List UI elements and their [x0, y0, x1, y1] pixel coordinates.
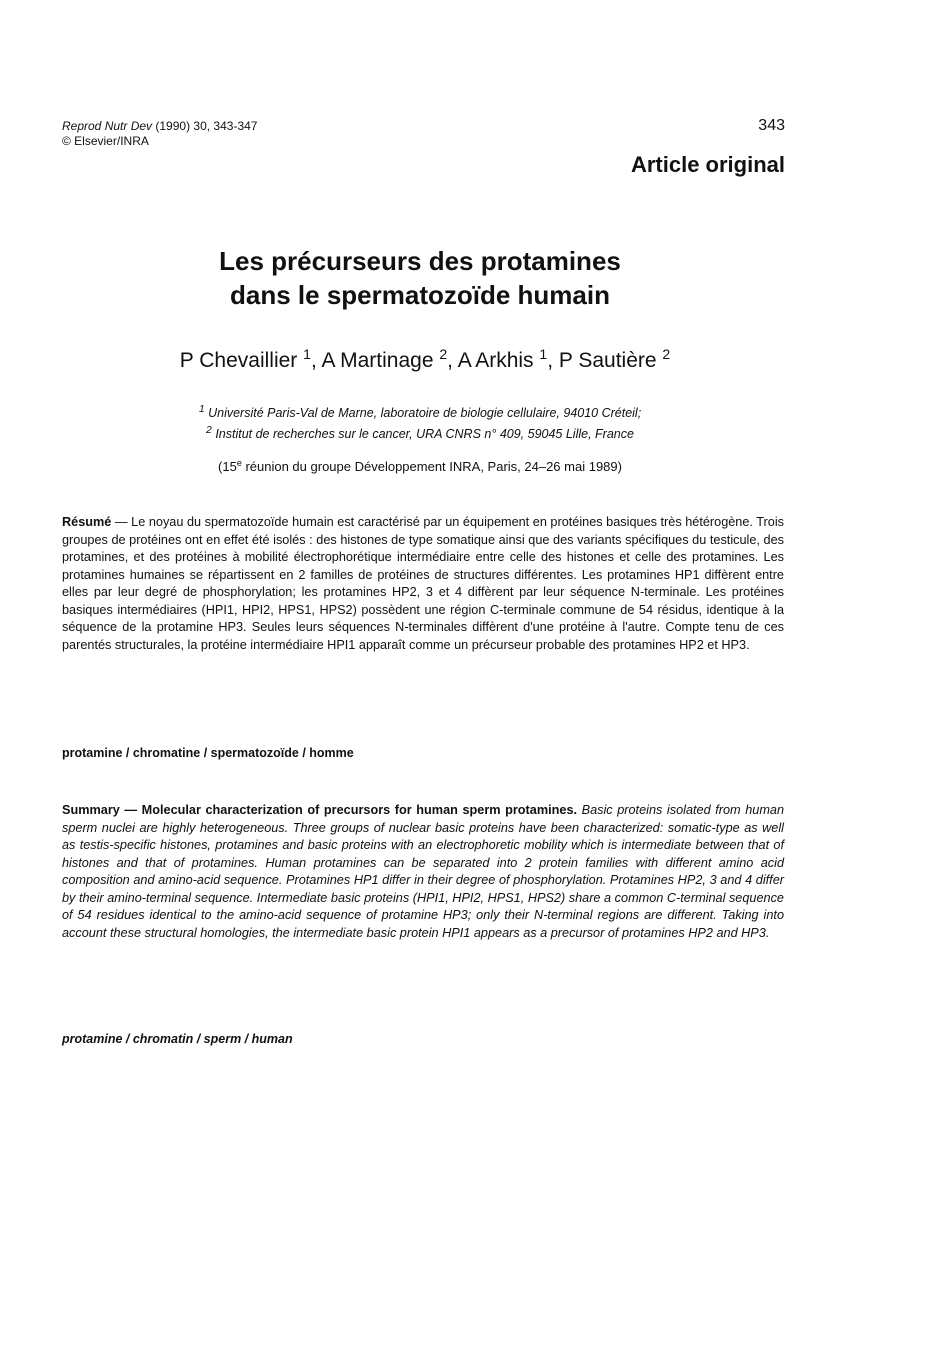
journal-reference: (1990) 30, 343-347	[155, 119, 258, 133]
meeting-note	[0, 458, 840, 474]
affiliations	[0, 401, 840, 443]
meeting-sup: e	[236, 458, 242, 468]
affiliation-mark: 2	[206, 425, 212, 437]
author-affiliation-mark: 1	[539, 346, 548, 362]
resume-text: — Le noyau du spermatozoïde humain est caractérisé par un équipement en protéines basiques très hétérogène. Trois groupes de protéines ont en effet été isolés : des histones de type somatique ainsi que des variants spécifiques du testicule, des protamines, et des protéines à mobilité électrophorétique intermédiaire entre celle des histones et celle des protamines. Les protamines humaines se répartissent en 2 familles de protéines de structures différentes. Les protamines HP1 diffèrent entre elles par leur degré de phosphorylation; les protamines HP2, 3 et 4 diffèrent par leur séquence N-terminale. Les protéines basiques intermédiaires (HPI1, HPI2, HPS1, HPS2) possèdent une région C-terminale commune de 54 résidus, identique à la séquence de la protamine HP3. Seules leurs séquences N-terminales diffèrent d'une protéine à l'autre. Compte tenu de ces parentés structurales, la protéine intermédiaire HPI1 apparaît comme un précurseur probable des protamines HP2 et HP3.	[62, 515, 784, 652]
author: A Martinage	[321, 349, 434, 372]
affiliation	[0, 422, 840, 443]
affiliation-text: Institut de recherches sur le cancer, URA CNRS n° 409, 59045 Lille, France	[215, 427, 634, 442]
journal-citation	[62, 119, 257, 149]
author: P Sautière	[558, 349, 657, 372]
affiliation-text: Université Paris-Val de Marne, laboratoire de biologie cellulaire, 94010 Créteil;	[208, 406, 642, 421]
article-type: Article original	[630, 152, 785, 177]
keywords-english: protamine / chromatin / sperm / human	[62, 1032, 293, 1046]
author-affiliation-mark: 2	[439, 346, 448, 362]
affiliation	[0, 401, 840, 422]
summary-text: Basic proteins isolated from human sperm nuclei are highly heterogeneous. Three groups of nuclear basic proteins have been characterized: somatic-type as well as testis-specific histones, protamines and basic proteins with an electrophoretic mobility which is intermediate between that of histones and that of protamines. Human protamines can be separated into 2 protein families with different amino acid composition and amino-acid sequence. Protamines HP1 differ in their degree of phosphorylation. Protamines HP2, 3 and 4 differ by their amino-terminal sequence. Intermediate basic proteins (HPI1, HPI2, HPS1, HPS2) share a common C-terminal sequence of 54 residues identical to the amino-acid sequence of protamine HP3; only their N-terminal regions are different. Taking into account these structural homologies, the intermediate basic protein HPI1 appears as a precursor of protamines HP2 and HP3.	[62, 803, 784, 940]
page-number: 343	[758, 117, 785, 134]
meeting-prefix: (15	[218, 459, 237, 474]
affiliation-mark: 1	[198, 404, 205, 415]
resume-label: Résumé	[62, 515, 112, 529]
author-affiliation-mark: 1	[303, 346, 311, 362]
title-line-1: Les précurseurs des protamines	[219, 246, 621, 276]
author: P Chevaillier	[179, 349, 298, 372]
author-list: P Chevaillier $^1$, A Martinage $^2$, A Arkhis $^1$, P Sautière $^2$	[179, 346, 671, 372]
abstract-english	[62, 802, 784, 942]
article-title	[0, 244, 840, 312]
meeting-text: réunion du groupe Développement INRA, Paris, 24–26 mai 1989)	[241, 459, 622, 474]
journal-name: Reprod Nutr Dev	[62, 119, 153, 133]
publisher: © Elsevier/INRA	[62, 134, 149, 148]
author: A Arkhis	[457, 349, 534, 372]
keywords-french: protamine / chromatine / spermatozoïde / homme	[62, 746, 354, 760]
author-affiliation-mark: 2	[662, 346, 671, 362]
summary-label: Summary — Molecular characterization of precursors for human sperm protamines.	[62, 803, 578, 817]
title-line-2: dans le spermatozoïde humain	[230, 280, 610, 310]
abstract-french	[62, 514, 784, 654]
